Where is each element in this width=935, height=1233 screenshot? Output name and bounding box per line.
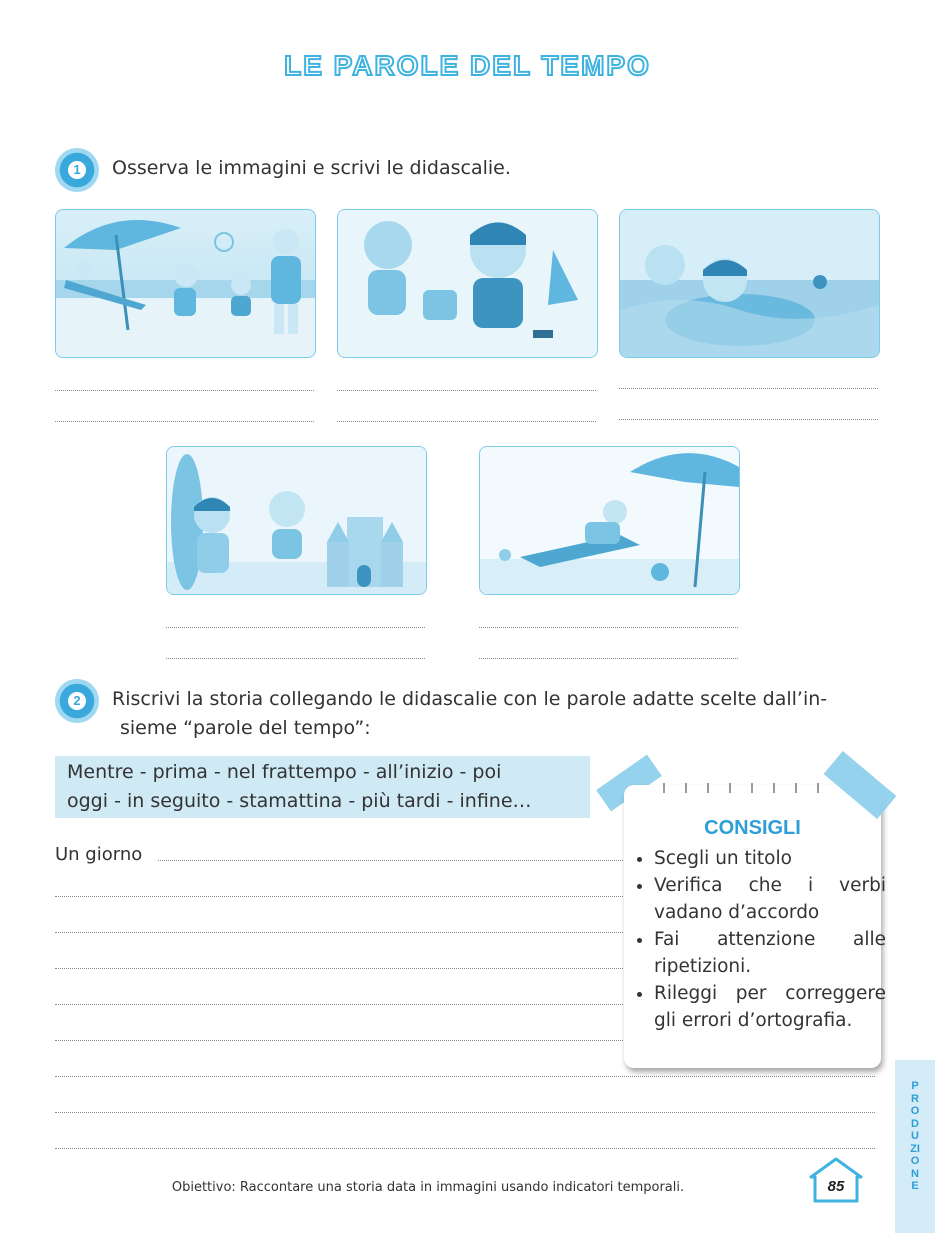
story-line-5[interactable] — [55, 1004, 623, 1005]
story-start-text: Un giorno — [55, 844, 143, 865]
caption-line-5a[interactable] — [479, 627, 738, 628]
caption-line-2a[interactable] — [337, 390, 596, 391]
caption-line-1a[interactable] — [55, 390, 314, 391]
caption-line-2b[interactable] — [337, 421, 596, 422]
section-side-tab: PRODUZIONE — [895, 1060, 935, 1233]
exercise-1-icon: 1 — [55, 148, 99, 192]
tips-note — [624, 785, 886, 1068]
tips-list — [634, 845, 886, 1034]
page-title: LE PAROLE DEL TEMPO — [284, 50, 651, 81]
story-line-9[interactable] — [55, 1148, 875, 1149]
exercise-1-instruction: Osserva le immagini e scrivi le didascalie. — [112, 157, 511, 179]
exercise-2-icon: 2 — [55, 679, 99, 723]
story-line-2[interactable] — [55, 896, 623, 897]
image-castello-di-sabbia — [166, 446, 427, 595]
story-line-8[interactable] — [55, 1112, 875, 1113]
tip-item: • Rileggi per correggere gli errori d’ortografia. — [654, 980, 886, 1034]
caption-line-5b[interactable] — [479, 658, 738, 659]
wordbank-parole-del-tempo: Mentre - prima - nel frattempo - all’inizio - poi oggi - in seguito - stamattina - più tardi - infine… — [55, 756, 590, 818]
exercise-2-instruction: Riscrivi la storia collegando le didascalie con le parole adatte scelte dall’in- sieme “parole del tempo”: — [112, 688, 828, 739]
story-line-1[interactable] — [158, 860, 623, 861]
image-bambini-in-acqua — [619, 209, 880, 358]
image-bambini-giocano — [337, 209, 598, 358]
tip-item: • Scegli un titolo — [654, 845, 886, 872]
story-line-4[interactable] — [55, 968, 623, 969]
caption-line-4b[interactable] — [166, 658, 425, 659]
caption-line-3b[interactable] — [619, 419, 878, 420]
tips-title: CONSIGLI — [704, 817, 801, 839]
caption-line-3a[interactable] — [619, 388, 878, 389]
image-mamma-legge-sotto-ombrellone — [479, 446, 740, 595]
caption-line-1b[interactable] — [55, 421, 314, 422]
caption-line-4a[interactable] — [166, 627, 425, 628]
page-number: 85 — [827, 1178, 845, 1195]
tip-item: • Fai attenzione alle ripetizioni. — [654, 926, 886, 980]
story-line-3[interactable] — [55, 932, 623, 933]
tip-item: • Verifica che i verbi vadano d’accordo — [654, 872, 886, 926]
story-line-6[interactable] — [55, 1040, 623, 1041]
page-number-badge — [805, 1155, 867, 1205]
image-famiglia-in-spiaggia — [55, 209, 316, 358]
story-line-7[interactable] — [55, 1076, 875, 1077]
learning-objective: Obiettivo: Raccontare una storia data in immagini usando indicatori temporali. — [171, 1180, 685, 1195]
